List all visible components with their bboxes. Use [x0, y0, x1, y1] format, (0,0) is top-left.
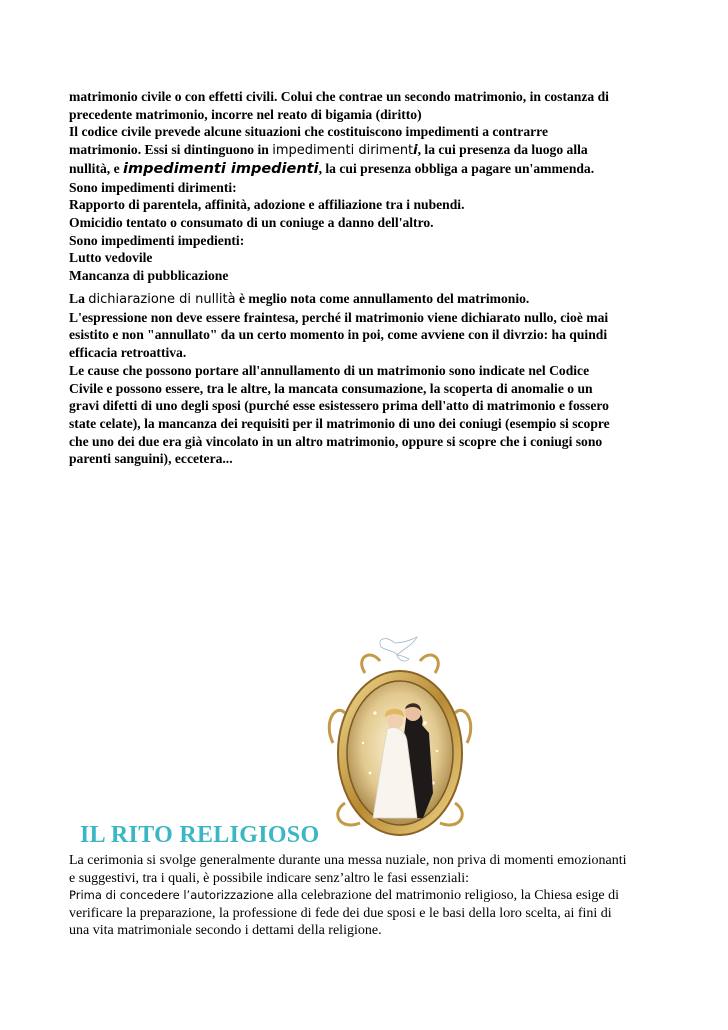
- text-fragment: Prima di concedere l’autorizzazione: [69, 888, 274, 903]
- term-impedimenti-impedienti: impedimenti impedienti: [123, 160, 319, 177]
- text-line: efficacia retroattiva.: [69, 345, 187, 361]
- text-line: matrimonio civile o con effetti civili. Colui che contrae un secondo matrimonio, in costanza di: [69, 89, 609, 104]
- text-line: Le cause che possono portare all'annullamento di un matrimonio sono indicate nel Codice: [69, 362, 590, 378]
- text-fragment: alla celebrazione del matrimonio religioso, la Chiesa esige di: [273, 888, 619, 904]
- text-line: [69, 887, 669, 905]
- text-line: Sono impedimenti dirimenti:: [69, 179, 237, 195]
- impedimenti-paragraph: [69, 88, 664, 285]
- text-line: verificare la preparazione, la professione di fede dei due sposi e le basi della loro scelta, ai fini di: [69, 905, 612, 921]
- text-line: [69, 141, 664, 160]
- text-line: La cerimonia si svolge generalmente durante una messa nuziale, non priva di momenti emozionanti: [69, 853, 627, 868]
- text-line: Il codice civile prevede alcune situazioni che costituiscono impedimenti a contrarre: [69, 124, 548, 140]
- text-line: Omicidio tentato o consumato di un coniuge a danno dell'altro.: [69, 214, 434, 230]
- term-dichiarazione-nullita: dichiarazione di nullità: [88, 292, 236, 307]
- text-line: Rapporto di parentela, affinità, adozione e affiliazione tra i nubendi.: [69, 197, 465, 213]
- text-line: Sono impedimenti impedienti:: [69, 232, 245, 248]
- nullita-paragraph: [69, 290, 664, 468]
- text-line: esistito e non "annullato" da un certo momento in poi, come avviene con il divrzio: ha quindi: [69, 327, 608, 343]
- text-fragment: è meglio nota come annullamento del matrimonio.: [235, 291, 530, 306]
- text-line: Civile e possono essere, tra le altre, la mancata consumazione, la scoperta di anomalie o un: [69, 380, 593, 396]
- text-line: parenti sanguini), eccetera...: [69, 451, 233, 467]
- rito-paragraph: [69, 852, 669, 940]
- text-line: Mancanza di pubblicazione: [69, 268, 229, 284]
- text-fragment: matrimonio. Essi si dintinguono in: [69, 142, 273, 158]
- text-line: e suggestivi, tra i quali, è possibile indicare senz’altro le fasi essenziali:: [69, 870, 470, 886]
- text-line: una vita matrimoniale secondo i dettami della religione.: [69, 923, 382, 939]
- text-fragment: nullità, e: [69, 160, 124, 176]
- text-line: gravi difetti di uno degli sposi (purché esse esistessero prima dell'atto di matrimonio e fossero: [69, 398, 609, 414]
- text-line: state celate), la mancanza dei requisiti per il matrimonio di uno dei coniugi (esempio si scopre: [69, 415, 610, 431]
- text-line: che uno dei due era già vincolato in un altro matrimonio, oppure si scopre che i coniugi sono: [69, 433, 603, 449]
- ornate-oval-frame: [325, 633, 475, 838]
- text-fragment: La: [69, 291, 89, 306]
- text-line: [69, 160, 664, 179]
- text-line: [69, 290, 664, 309]
- term-impedimenti-dirimenti: impedimenti diriment: [272, 143, 414, 159]
- text-line: precedente matrimonio, incorre nel reato di bigamia (diritto): [69, 106, 422, 122]
- text-fragment: , la cui presenza da luogo alla: [417, 142, 588, 158]
- text-line: Lutto vedovile: [69, 250, 153, 266]
- section-heading: IL RITO RELIGIOSO: [80, 822, 320, 848]
- text-line: L'espressione non deve essere fraintesa, perché il matrimonio viene dichiarato nullo, cioè mai: [69, 309, 609, 325]
- wedding-couple-image: [325, 633, 475, 838]
- text-fragment: , la cui presenza obbliga a pagare un'ammenda.: [318, 160, 595, 176]
- term-suffix: i: [413, 143, 418, 159]
